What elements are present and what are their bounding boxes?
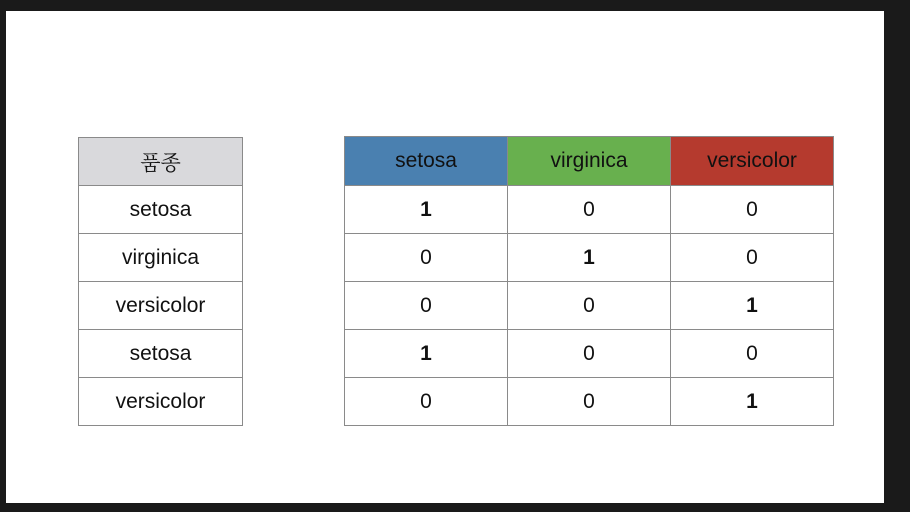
species-table: [78, 137, 243, 426]
species-cell: setosa: [79, 186, 243, 234]
header-setosa: setosa: [345, 137, 508, 186]
onehot-cell: 1: [508, 234, 671, 282]
onehot-cell: 0: [671, 234, 834, 282]
onehot-cell: 0: [671, 330, 834, 378]
slide: [6, 11, 884, 503]
table-row: [345, 282, 834, 330]
species-cell: versicolor: [79, 282, 243, 330]
onehot-cell: 1: [345, 186, 508, 234]
species-cell: versicolor: [79, 378, 243, 426]
onehot-cell: 0: [345, 378, 508, 426]
one-hot-table: [344, 136, 834, 426]
table-row: [345, 378, 834, 426]
onehot-cell: 0: [345, 234, 508, 282]
onehot-cell: 0: [345, 282, 508, 330]
onehot-cell: 1: [345, 330, 508, 378]
onehot-cell: 0: [508, 378, 671, 426]
species-cell: setosa: [79, 330, 243, 378]
onehot-cell: 0: [508, 282, 671, 330]
table-row: [345, 186, 834, 234]
header-versicolor: versicolor: [671, 137, 834, 186]
table-row: [345, 234, 834, 282]
onehot-cell: 0: [671, 186, 834, 234]
table-row: [345, 330, 834, 378]
onehot-cell: 1: [671, 282, 834, 330]
onehot-cell: 0: [508, 186, 671, 234]
onehot-cell: 0: [508, 330, 671, 378]
species-header: 품종: [79, 138, 243, 186]
onehot-cell: 1: [671, 378, 834, 426]
species-cell: virginica: [79, 234, 243, 282]
header-virginica: virginica: [508, 137, 671, 186]
